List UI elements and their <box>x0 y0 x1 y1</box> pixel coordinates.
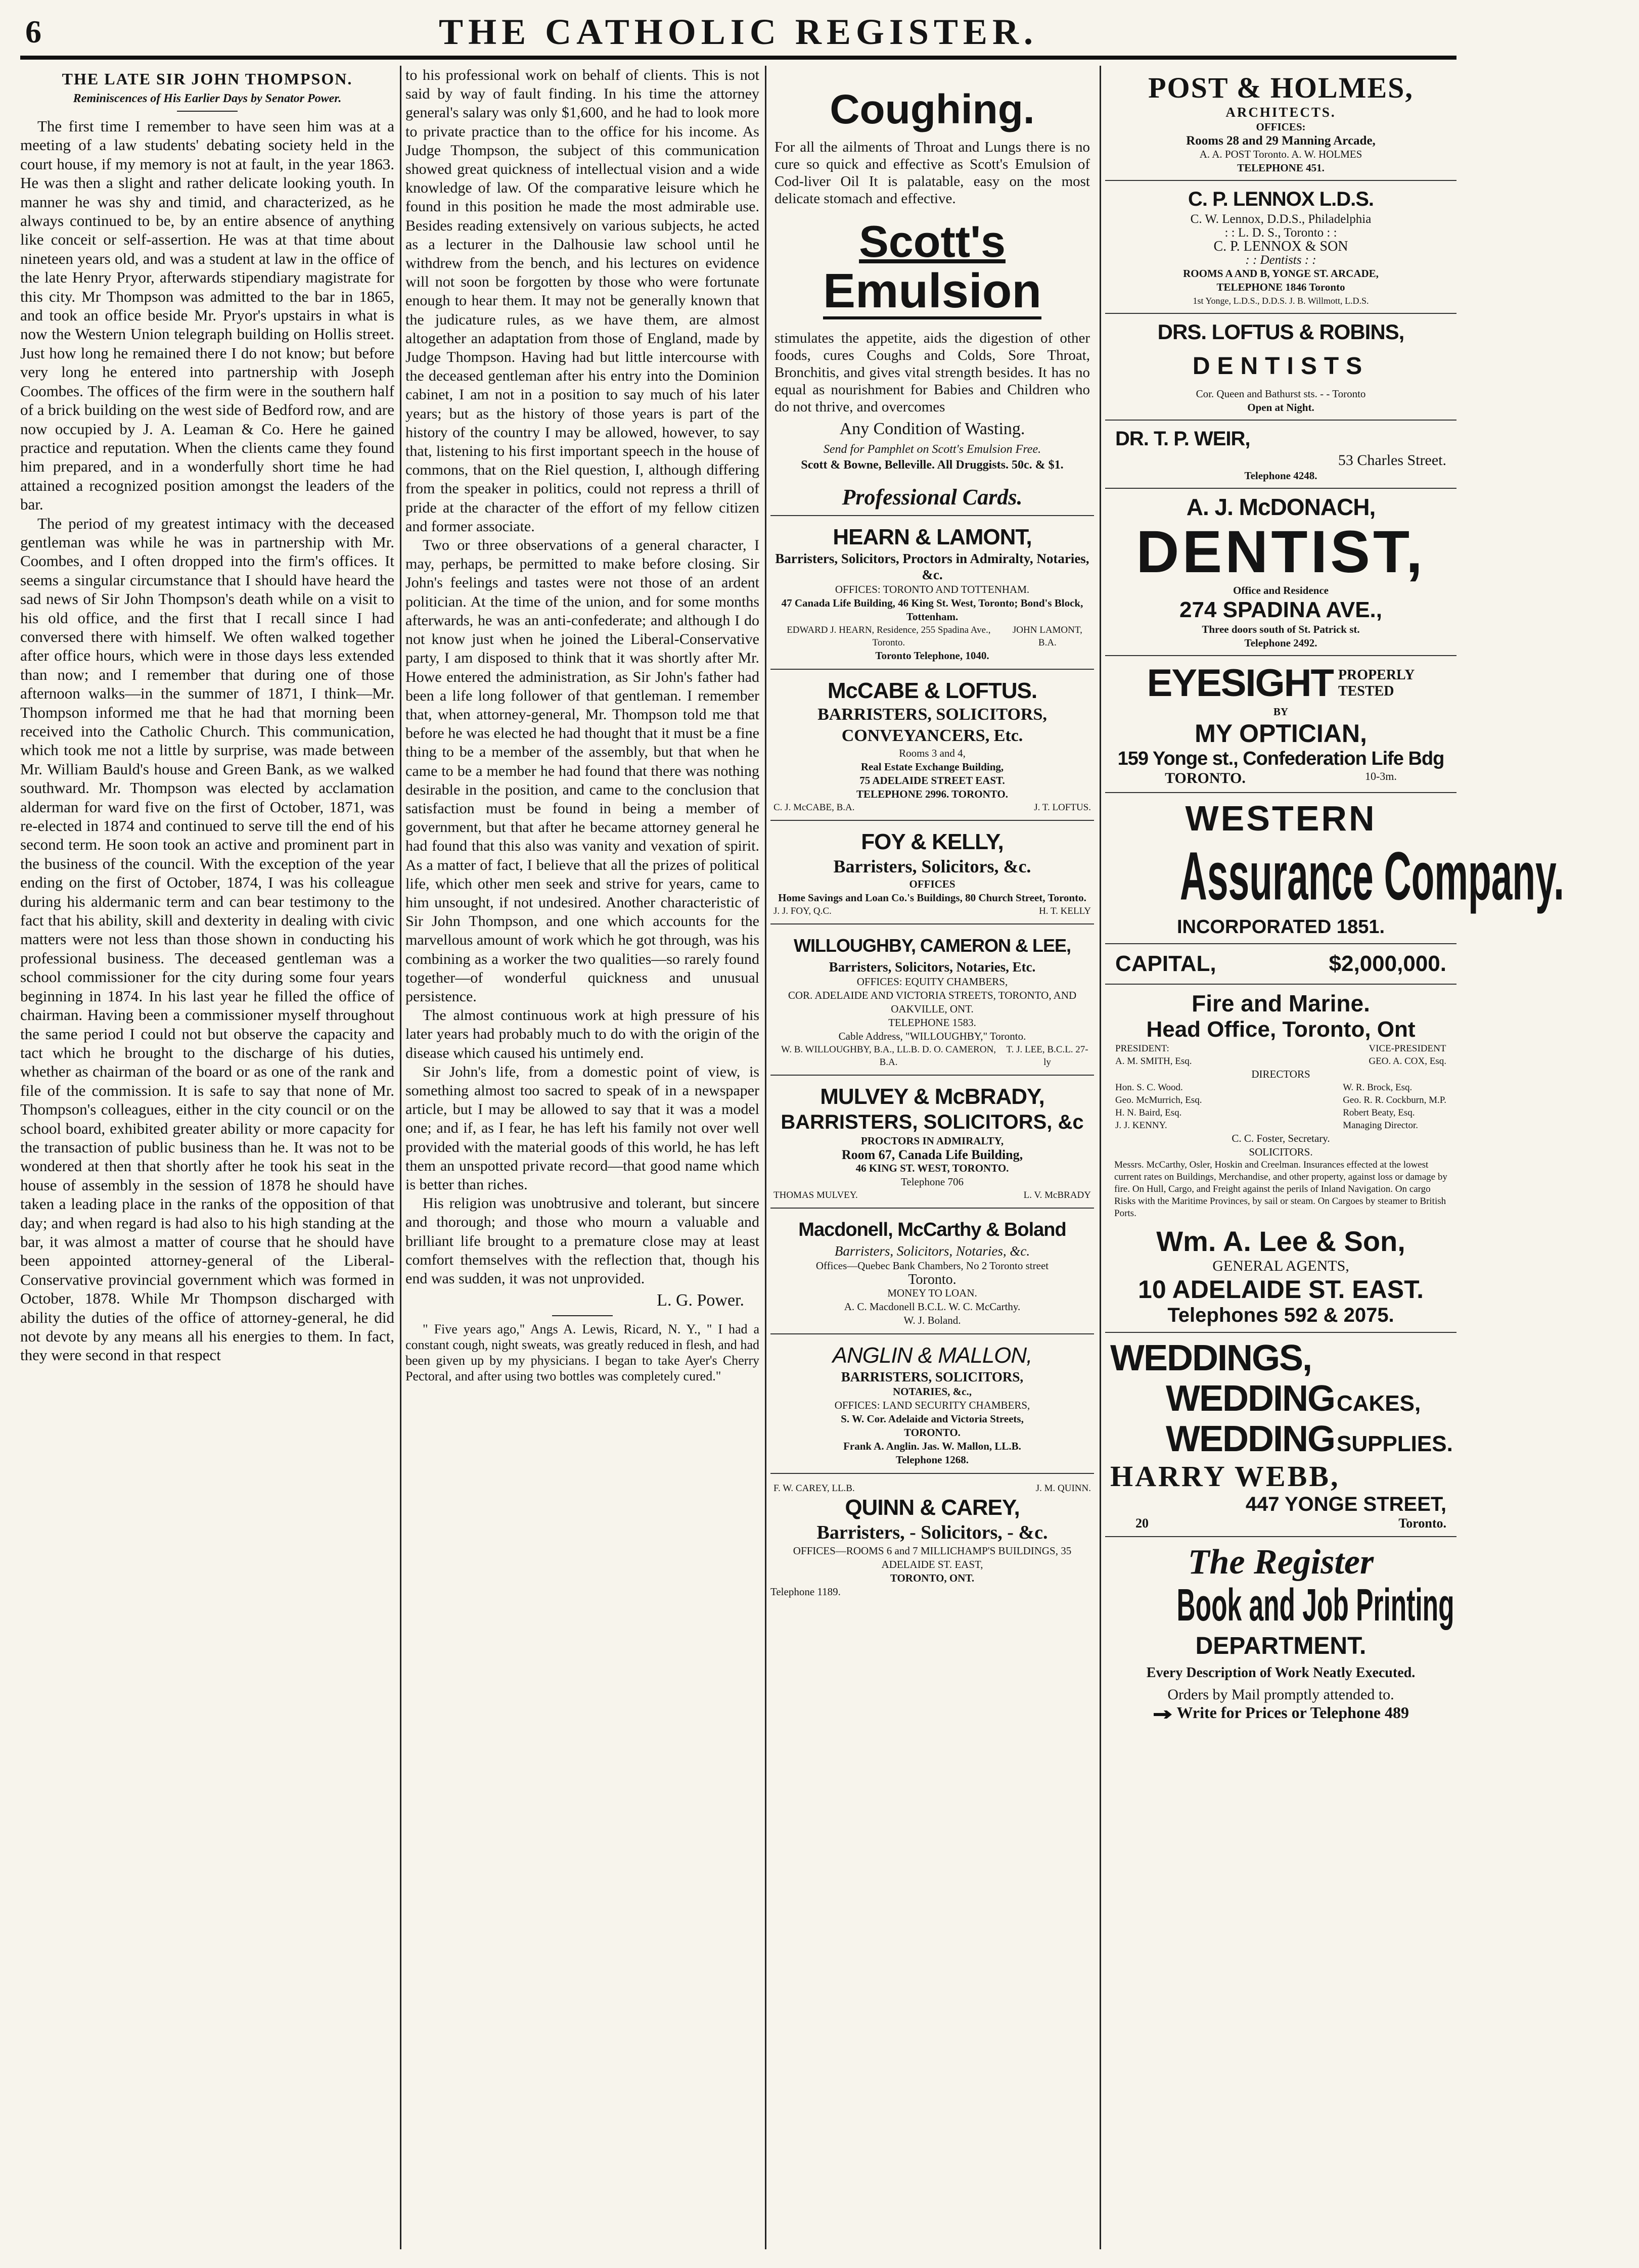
firm-line: ROOMS A AND B, YONGE ST. ARCADE, <box>1183 267 1379 280</box>
optician-address: 159 Yonge st., Confederation Life Bdg <box>1117 748 1444 769</box>
director: Hon. S. C. Wood. <box>1115 1082 1183 1093</box>
firm-address: 274 SPADINA AVE., <box>1179 597 1382 622</box>
firm-line: C. P. LENNOX & SON <box>1213 239 1348 254</box>
firm-name: MULVEY & McBRADY, <box>820 1084 1044 1109</box>
divider <box>552 1315 613 1316</box>
solicitors-label: SOLICITORS. <box>1249 1146 1313 1158</box>
column-rule <box>1100 66 1101 2249</box>
firm-line: OFFICES: EQUITY CHAMBERS, <box>856 976 1008 988</box>
article-column-2 <box>405 66 759 2249</box>
register-title: The Register <box>1188 1543 1374 1582</box>
firm-card <box>770 1473 1094 1605</box>
ad-code: 10-3m. <box>1364 770 1397 782</box>
wedding-supplies-row <box>1105 1419 1456 1459</box>
column-rule <box>765 66 766 2249</box>
firm-line: OFFICES—ROOMS 6 and 7 MILLICHAMP'S BUILDINGS, 35 ADELAIDE ST. EAST, <box>793 1545 1072 1570</box>
firm-card <box>770 923 1094 1075</box>
firm-line: Real Estate Exchange Building, <box>860 761 1004 773</box>
article-headline: THE LATE SIR JOHN THOMPSON. <box>62 70 353 88</box>
supplies-word: SUPPLIES. <box>1336 1431 1453 1456</box>
firm-line: Three doors south of St. Patrick st. <box>1202 623 1360 635</box>
firm-line: Toronto. <box>908 1272 957 1287</box>
partner-left: C. J. McCABE, B.A. <box>773 802 855 813</box>
ads-column-4 <box>1105 66 1564 2249</box>
firm-line: PROCTORS IN ADMIRALTY, <box>860 1135 1004 1147</box>
ad-text: For all the ailments of Throat and Lungs there is no cure so quick and effective as Scott's Emulsion of Cod-liver Oil It is palatable, easy on the most delicate stomach and effective. <box>775 139 1090 207</box>
eyesight-word: EYESIGHT <box>1147 662 1333 705</box>
article-paragraph: His religion was unobtrusive and tolerant, but sincere and thorough; and those who mourn a valuable and brilliant life brought to a premature close may at least comfort themselves with the reflection that, though his end was sudden, it was not unprovided. <box>405 1195 759 1287</box>
divider <box>177 111 238 112</box>
firm-name: DRS. LOFTUS & ROBINS, <box>1157 320 1404 344</box>
officer-line: A. M. SMITH, Esq. <box>1115 1056 1192 1067</box>
solicitors-text: Messrs. McCarthy, Osler, Hoskin and Creelman. Insurances effected at the lowest current rates on Buildings, Merchandise, and other property, against loss or damage by fire. On Hull, Cargo, and Freight against the perils of Inland Navigation. On cargo Risks with the Maritime Provinces, by sail or steam. On Cargoes by steamer to British Ports. <box>1114 1160 1447 1219</box>
harry-webb-ad <box>1105 1333 1456 1537</box>
ads-column-3 <box>770 66 1094 2249</box>
directors-left <box>1115 1081 1202 1132</box>
firm-card <box>770 1333 1094 1473</box>
department-label: DEPARTMENT. <box>1195 1633 1367 1659</box>
eyesight-ad <box>1105 656 1456 793</box>
firm-name: A. J. McDONACH, <box>1186 494 1376 520</box>
firm-line: OFFICES <box>909 878 955 890</box>
webb-name: HARRY WEBB, <box>1110 1460 1340 1493</box>
eyesight-tested <box>1338 667 1415 700</box>
directors <box>1105 1081 1456 1132</box>
firm-name: QUINN & CAREY, <box>845 1495 1020 1520</box>
officer-line: GEO. A. COX, Esq. <box>1369 1056 1446 1067</box>
dentist-title: DENTIST, <box>1136 519 1426 585</box>
firm-partners <box>770 624 1094 649</box>
write-prices: Write for Prices or Telephone 489 <box>1176 1703 1409 1722</box>
firm-partners <box>770 1189 1094 1201</box>
firm-line: Home Savings and Loan Co.'s Buildings, 80 Church Street, Toronto. <box>778 892 1086 904</box>
firm-line: A. A. POST Toronto. A. W. HOLMES <box>1199 148 1362 160</box>
tested-label: TESTED <box>1338 683 1394 699</box>
capital-row <box>1105 944 1456 985</box>
weir-card <box>1105 421 1456 489</box>
wedding-cakes-row <box>1105 1378 1456 1419</box>
loftus-robins-card <box>1105 314 1456 421</box>
partner-left: F. W. CAREY, LL.B. <box>773 1483 855 1494</box>
firm-line: TELEPHONE 1583. <box>888 1016 976 1029</box>
firm-partners <box>770 801 1094 814</box>
webb-city-row <box>1105 1516 1456 1531</box>
firm-line: OFFICES: TORONTO AND TOTTENHAM. <box>835 583 1030 595</box>
director: Geo. McMurrich, Esq. <box>1115 1095 1202 1105</box>
firm-name: McCABE & LOFTUS. <box>827 678 1037 703</box>
firm-line: Frank A. Anglin. Jas. W. Mallon, LL.B. <box>843 1440 1021 1452</box>
ad-heading: Coughing. <box>830 86 1035 132</box>
fire-marine-label: Fire and Marine. <box>1192 990 1370 1016</box>
webb-city: Toronto. <box>1398 1516 1446 1531</box>
agents-telephone: Telephones 592 & 2075. <box>1167 1304 1394 1326</box>
firm-sub: BARRISTERS, SOLICITORS, &c <box>781 1111 1084 1133</box>
secretary: C. C. Foster, Secretary. <box>1232 1132 1330 1144</box>
firm-partners <box>770 1482 1094 1495</box>
brand-name: Scott's <box>859 216 1006 266</box>
ad-condition: Any Condition of Wasting. <box>839 420 1025 438</box>
firm-line: 46 KING ST. WEST, TORONTO. <box>855 1162 1009 1174</box>
firm-telephone: Telephone 1189. <box>770 1586 841 1598</box>
firm-line: Offices—Quebec Bank Chambers, No 2 Toronto street <box>815 1260 1049 1272</box>
head-office-label: Head Office, Toronto, Ont <box>1146 1017 1416 1042</box>
directors-label: DIRECTORS <box>1251 1068 1310 1080</box>
firm-telephone: Toronto Telephone, 1040. <box>875 650 989 662</box>
partner-right: JOHN LAMONT, B.A. <box>1012 625 1082 648</box>
firm-line: W. J. Boland. <box>903 1314 961 1326</box>
firm-role: ARCHITECTS. <box>1225 105 1336 120</box>
assurance-title: Assurance Company. <box>1179 838 1564 915</box>
ad-pamphlet: Send for Pamphlet on Scott's Emulsion Free. <box>823 443 1041 456</box>
firm-card <box>770 669 1094 820</box>
firm-line: Room 67, Canada Life Building, <box>841 1147 1023 1162</box>
article-paragraph: Two or three observations of a general character, I may, perhaps, be permitted to make before closing. Sir John's feelings and tastes were not those of an ardent politician. At the time of the union, and for some months afterwards, he was an anti-confederate; and although I do not know just when he joined the Liberal-Conservative party, I am disposed to think that it was shortly after Mr. Howe entered the administration, as Sir John's father had been a life long follower of that gentleman. I remember that, when attorney-general, Mr. Thompson told me that before he was elected he had thought that it must be a fine thing to be a member of the assembly, but that when he came to be a member he had found that there was nothing desirable in the position, and came to the conclusion that satisfaction must be found in being a member of government, but that after he became attorney general he had found that this also was vanity and vexation of spirit. As a matter of fact, I believe that all the prizes of political life, which other men seek and strive for years, came to him unsought, if not undesired. Another characteristic of Sir John Thompson, and one which accounts for the marvellous amount of work which he got through, was his combining as a worker the two qualities—so rarely found together—of wonderful quickness and unusual persistence. <box>405 537 759 1005</box>
firm-line: 47 Canada Life Building, 46 King St. West, Toronto; Bond's Block, Tottenham. <box>781 597 1083 623</box>
by-label: BY <box>1273 706 1289 718</box>
firm-sub: Barristers, Solicitors, Notaries, Etc. <box>829 959 1036 975</box>
newspaper-page <box>20 10 1564 2254</box>
firm-line: 1st Yonge, L.D.S., D.D.S. J. B. Willmott, L.D.S. <box>1193 296 1369 306</box>
firm-line: Office and Residence <box>1233 584 1329 596</box>
firm-line: MONEY TO LOAN. <box>887 1287 977 1299</box>
firm-sub: Barristers, Solicitors, Notaries, &c. <box>834 1243 1030 1259</box>
pointing-hand-icon <box>1153 1709 1173 1720</box>
officer-president <box>1115 1042 1192 1068</box>
agents-sub: GENERAL AGENTS, <box>1212 1258 1349 1274</box>
article-signature: L. G. Power. <box>657 1291 744 1310</box>
firm-line: : : L. D. S., Toronto : : <box>1224 226 1337 240</box>
firm-name: FOY & KELLY, <box>861 829 1004 854</box>
partner-right: J. M. QUINN. <box>1035 1483 1091 1494</box>
ad-maker: Scott & Bowne, Belleville. All Druggists. 50c. & $1. <box>801 458 1064 472</box>
incorporated-label: INCORPORATED 1851. <box>1105 916 1456 944</box>
firm-name: C. P. LENNOX L.D.S. <box>1188 188 1374 210</box>
firm-line: Rooms 28 and 29 Manning Arcade, <box>1186 134 1376 148</box>
firm-line: NOTARIES, &c., <box>893 1385 972 1398</box>
firm-line: COR. ADELAIDE AND VICTORIA STREETS, TORONTO, AND OAKVILLE, ONT. <box>788 989 1077 1015</box>
firm-name: POST & HOLMES, <box>1148 71 1414 104</box>
eyesight-row <box>1105 661 1456 705</box>
register-printing-ad <box>1105 1537 1456 1727</box>
firm-name: WILLOUGHBY, CAMERON & LEE, <box>794 935 1071 956</box>
firm-line: Cable Address, "WILLOUGHBY," Toronto. <box>838 1030 1026 1042</box>
firm-sub: Barristers, - Solicitors, - &c. <box>816 1522 1048 1543</box>
firm-line: TELEPHONE 1846 Toronto <box>1216 281 1345 293</box>
firm-telephone: Telephone 4248. <box>1244 470 1317 482</box>
lennox-card <box>1105 181 1456 314</box>
wedding-word: WEDDING <box>1166 1419 1335 1459</box>
firm-sub: BARRISTERS, SOLICITORS, <box>841 1369 1024 1384</box>
directors-right <box>1343 1081 1446 1132</box>
firm-line: OFFICES: <box>1256 121 1306 133</box>
firm-partners <box>770 905 1094 917</box>
western-assurance-ad <box>1105 793 1564 1333</box>
western-title: WESTERN <box>1185 799 1377 838</box>
firm-partners <box>770 1043 1094 1069</box>
partner-left: EDWARD J. HEARN, Residence, 255 Spadina Ave., Toronto. <box>787 625 991 648</box>
optician-city: TORONTO. <box>1165 770 1246 786</box>
firm-line: Telephone 706 <box>901 1176 964 1188</box>
weddings-heading: WEDDINGS, <box>1110 1338 1312 1378</box>
firm-card <box>770 1208 1094 1333</box>
firm-line: Cor. Queen and Bathurst sts. - - Toronto <box>1196 388 1366 400</box>
director: Robert Beaty, Esq. <box>1343 1107 1415 1118</box>
firm-name: Macdonell, McCarthy & Boland <box>798 1219 1066 1240</box>
firm-line: Telephone 1268. <box>896 1454 969 1466</box>
ad-text: stimulates the appetite, aids the digestion of other foods, cures Coughs and Colds, Sore Throat, Bronchitis, and gives vital strength besides. It has no equal as nourishment for Babies and Children who do not thrive, and overcomes <box>775 330 1090 415</box>
properly-label: PROPERLY <box>1338 667 1415 683</box>
page-number: 6 <box>25 14 41 50</box>
article-paragraph: to his professional work on behalf of clients. This is not said by way of fault finding. In his time the attorney general's salary was only $1,600, and he had to look more to private practice than to the office for his income. As Judge Thompson, the subject of this communication showed great quickness of intellectual vision and a wide knowledge of law. Of the comparative leisure which he found in this position he made the most admirable use. Besides reading extensively on various subjects, he acted as a lecturer in the Dalhousie law school until he withdrew from the bench, and his lectures on evidence will not soon be forgotten by those who were fortunate enough to hear them. It may not be generally known that the judicature rules, as we have them, are almost altogether an adaptation from those of England, made by Judge Thompson. Having had but little intercourse with the deceased gentleman after his entry into the Dominion cabinet, I am not in a position to say much of his later years; but as the history of those years is part of the history of the country I may be allowed, however, to say that, listening to his first important speech in the house of commons, that on the Riel question, I, although differing from the speaker in politics, could not repress a thrill of pride at the character of the effort of my fellow citizen and former associate. <box>405 67 759 535</box>
capital-value: $2,000,000. <box>1329 951 1446 976</box>
post-holmes-card <box>1105 66 1456 181</box>
firm-line: Rooms 3 and 4, <box>899 747 966 759</box>
webb-number: 20 <box>1135 1516 1149 1531</box>
firm-line: : : Dentists : : <box>1245 253 1316 267</box>
article-paragraph: The almost continuous work at high pressure of his later years had probably much to do with the origin of the disease which caused his untimely end. <box>405 1007 759 1061</box>
firm-line: TELEPHONE 451. <box>1237 162 1325 174</box>
director: J. J. KENNY. <box>1115 1120 1167 1131</box>
cakes-word: CAKES, <box>1336 1391 1421 1416</box>
partner-right: T. J. LEE, B.C.L. 27-ly <box>1006 1044 1088 1068</box>
testimonial-text: " Five years ago," Angs A. Lewis, Ricard, N. Y., " I had a constant cough, night sweats, was greatly reduced in flesh, and had been given up by my physicians. I began to take Ayer's Cherry Pectoral, and after using two bottles was completely cured." <box>405 1322 759 1384</box>
officer-line: PRESIDENT: <box>1115 1043 1169 1054</box>
firm-title: DENTISTS <box>1192 353 1370 380</box>
article-paragraph: The period of my greatest intimacy with the deceased gentleman was while he was in partnership with Mr. Coombes, and I often dropped into the firm's offices. It seems a singular circumstance that I should have heard the sad news of Sir John Thompson's death while on a visit to his old office, and the first that I recall since I had conversed there with himself. We often walked together after office hours, which were in those days less extended than now; and I remember that during one of those afternoon walks—in the summer of 1871, I think—Mr. Thompson informed me that he had that morning been received into the Catholic Church. This communication, which took me not a little by surprise, was made between Mr. William Bauld's house and Green Bank, as we walked southward. Mr. Thompson was elected by acclamation alderman for ward five on the first of October, 1871, was re-elected in 1874 and continued to serve till the end of his second term. He soon took an active and prominent part in the business of the council. With the exception of the year ending on the first of October, 1874, I was his colleague during his aldermanic term and can bear testimony to the fact that his ability, skill and dexterity in dealing with civic matters were not less than those shown in conducting his professional business. The deceased gentleman was a school commissioner for the city during some four years beginning in 1874. In his last year he filled the office of chairman. Having been a commissioner myself throughout the same period I could not but observe the capacity and tact which he brought to the discharge of his duties, whether as chairman of the board or as one of the rank and file of the commission. It is safe to say that none of Mr. Thompson's colleagues, either in the city council or on the school board, exhibited greater ability or more capacity for the transaction of public business than he. It was not to be wondered at then that shortly after he took his seat in the house of assembly in the session of 1878 he should have taken a leading place in the ranks of the opposition of that day; and when regard is had also to his high standing at the bar, it was almost a matter of course that he should have been appointed attorney-general of the Liberal-Conservative provincial government which was formed in October, 1878. While Mr Thompson discharged with ability the duties of the office of attorney-general, he did not devote by any means all his energies to them. In fact, they were second in that respect <box>20 514 394 1364</box>
optician-city-row <box>1105 770 1456 787</box>
firm-line: OFFICES: LAND SECURITY CHAMBERS, <box>834 1399 1030 1411</box>
firm-address: 53 Charles Street. <box>1338 452 1446 469</box>
brand-product: Emulsion <box>823 266 1041 319</box>
firm-name: HEARN & LAMONT, <box>833 525 1032 549</box>
firm-telephone: Telephone 2492. <box>1244 637 1317 649</box>
capital-label: CAPITAL, <box>1115 951 1216 976</box>
agents-name: Wm. A. Lee & Son, <box>1156 1225 1405 1257</box>
work-description: Every Description of Work Neatly Executed. <box>1146 1665 1416 1681</box>
firm-line: S. W. Cor. Adelaide and Victoria Streets, <box>841 1413 1024 1425</box>
mcdonach-card <box>1105 489 1456 656</box>
article-column-1 <box>20 66 394 2249</box>
officers <box>1105 1042 1456 1068</box>
firm-line: C. W. Lennox, D.D.S., Philadelphia <box>1190 212 1372 226</box>
agents-address: 10 ADELAIDE ST. EAST. <box>1138 1275 1424 1304</box>
firm-line: TORONTO. <box>904 1426 961 1439</box>
book-job-printing: Book and Job Printing <box>1176 1579 1454 1631</box>
director: Managing Director. <box>1343 1120 1418 1131</box>
firm-card <box>770 515 1094 669</box>
article-paragraph: Sir John's life, from a domestic point of view, is something almost too sacred to speak of in a newspaper article, but I may be allowed to say that it was a model one; and if, as I fear, he has left his family not over well provided with the material goods of this world, he has left them an unspotted private record—that good name which is better than riches. <box>405 1063 759 1193</box>
partner-left: W. B. WILLOUGHBY, B.A., LL.B. D. O. CAMERON, B.A. <box>781 1044 996 1068</box>
article-subhead: Reminiscences of His Earlier Days by Senator Power. <box>73 92 342 105</box>
newspaper-title: THE CATHOLIC REGISTER. <box>439 12 1038 52</box>
scott-emulsion-ad <box>770 86 1094 472</box>
section-title: Professional Cards. <box>842 485 1023 510</box>
director: Geo. R. R. Cockburn, M.P. <box>1343 1095 1446 1105</box>
officer-line: VICE-PRESIDENT <box>1369 1043 1446 1054</box>
firm-sub: BARRISTERS, SOLICITORS, CONVEYANCERS, Etc. <box>817 705 1047 745</box>
director: W. R. Brock, Esq. <box>1343 1082 1413 1093</box>
webb-address: 447 YONGE STREET, <box>1245 1493 1446 1515</box>
masthead <box>20 10 1456 60</box>
firm-sub: Barristers, Solicitors, Proctors in Admiralty, Notaries, &c. <box>775 551 1089 582</box>
firm-line: TORONTO, ONT. <box>890 1572 975 1584</box>
officer-vice-president <box>1369 1042 1446 1068</box>
article-paragraph: The first time I remember to have seen him was at a meeting of a law students' debating society held in the court house, if my memory is not at fault, in the year 1863. He was then a slight and rather delicate looking youth. In manner he was shy and timid, and characterized, as he always continued to be, by an entire absence of anything like conceit or self-assertion. He was at that time about nineteen years old, and was a student at law in the office of the late Henry Pryor, afterwards stipendiary magistrate for this city. Mr Thompson was admitted to the bar in 1865, and took an office beside Mr. Pryor's upstairs in what is now the Western Union telegraph building on Hollis street. Just how long he remained there I do not know; but before very long he entered into partnership with Joseph Coombes. The offices of the firm were in the southern half of a brick building on the west side of Bedford row, and are now occupied by J. A. Leaman & Co. Here he gained practice and reputation. When the clients came they found him prepared, and in a wonderfully short time he had attained a recognized position amongst the leaders of the bar. <box>20 117 394 514</box>
mail-orders: Orders by Mail promptly attended to. <box>1167 1686 1394 1703</box>
firm-line: Open at Night. <box>1247 401 1314 413</box>
firm-line: A. C. Macdonell B.C.L. W. C. McCarthy. <box>844 1301 1021 1313</box>
write-prices-row <box>1105 1703 1456 1722</box>
firm-line: TELEPHONE 2996. TORONTO. <box>856 788 1008 800</box>
firm-name: DR. T. P. WEIR, <box>1115 428 1250 450</box>
partner-left: J. J. FOY, Q.C. <box>773 906 832 916</box>
partner-right: H. T. KELLY <box>1039 906 1091 916</box>
director: H. N. Baird, Esq. <box>1115 1107 1182 1118</box>
optician-name: MY OPTICIAN, <box>1195 719 1367 748</box>
firm-card <box>770 1075 1094 1208</box>
firm-name: ANGLIN & MALLON, <box>832 1343 1032 1368</box>
firm-sub: Barristers, Solicitors, &c. <box>833 856 1031 876</box>
partner-right: J. T. LOFTUS. <box>1034 802 1091 813</box>
wedding-word: WEDDING <box>1166 1378 1335 1419</box>
partner-right: L. V. McBRADY <box>1023 1190 1091 1200</box>
column-rule <box>400 66 401 2249</box>
firm-card <box>770 820 1094 923</box>
partner-left: THOMAS MULVEY. <box>773 1190 858 1200</box>
firm-line: 75 ADELAIDE STREET EAST. <box>859 774 1005 786</box>
